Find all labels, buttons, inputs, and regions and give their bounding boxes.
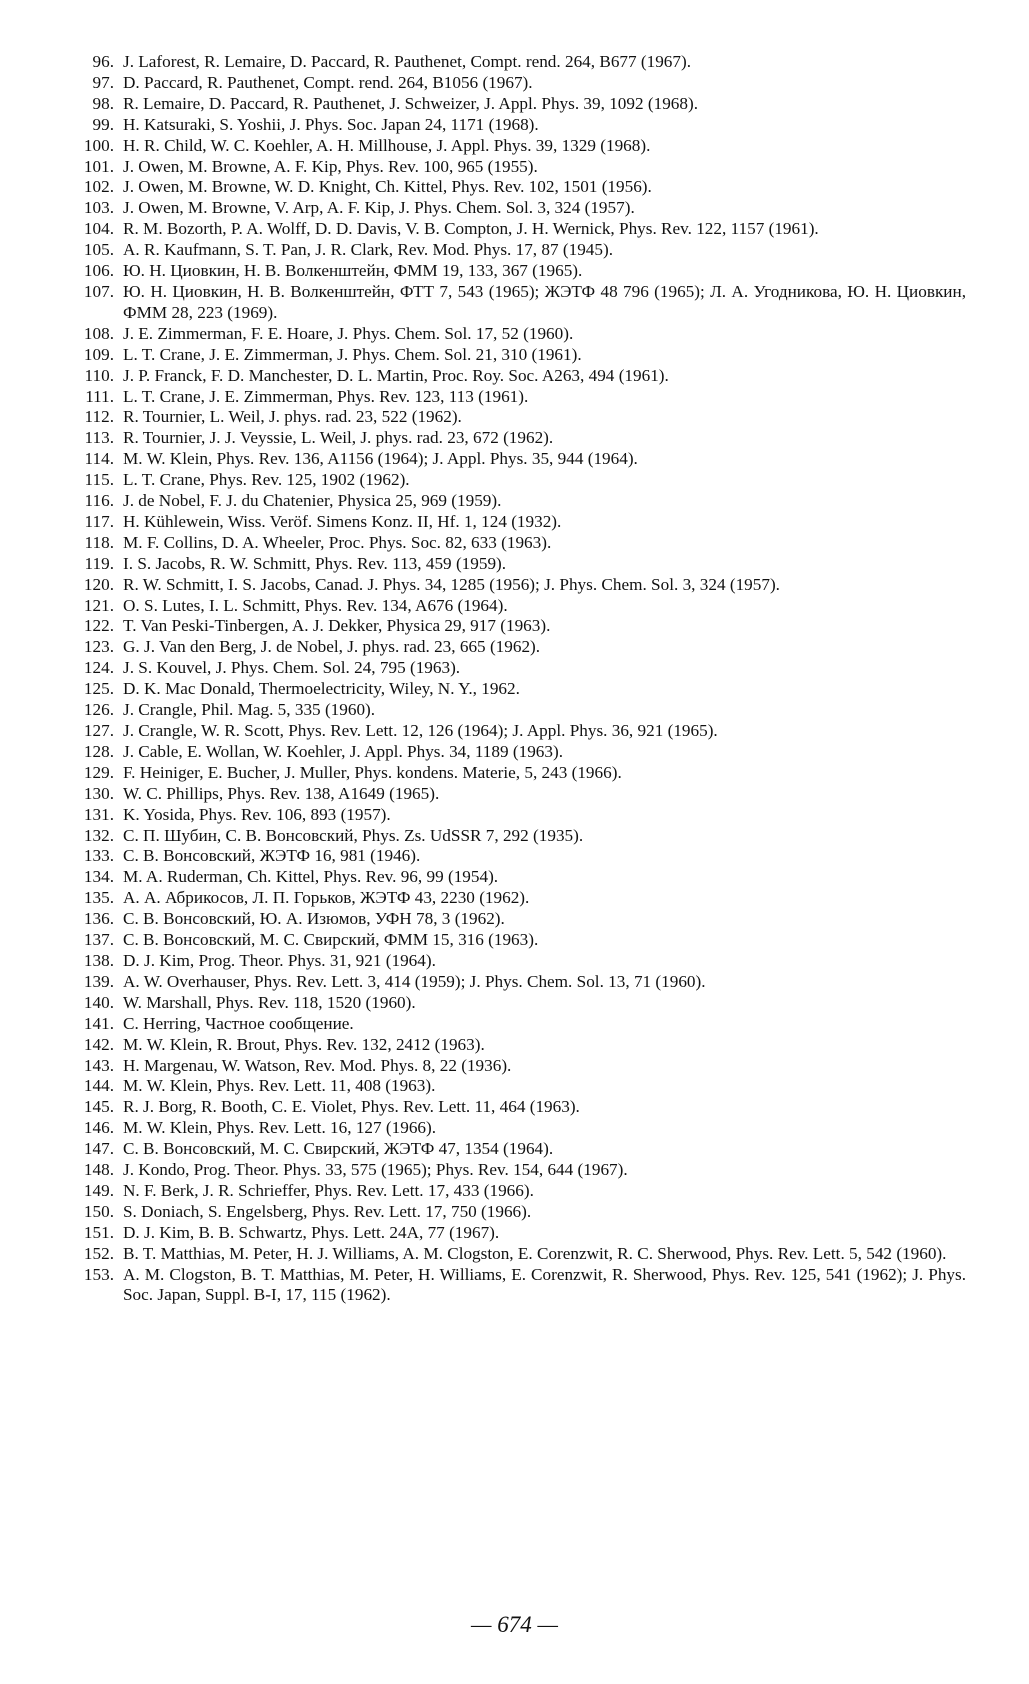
reference-text: С. В. Вонсовский, М. С. Свирский, ФММ 15, 316 (1963). [123,930,539,950]
reference-number: 116. [84,491,114,511]
reference-number: 110. [84,365,114,385]
reference-text: J. Owen, M. Browne, A. F. Kip, Phys. Rev. 100, 965 (1955). [123,156,538,176]
reference-text: O. S. Lutes, I. L. Schmitt, Phys. Rev. 134, A676 (1964). [123,595,508,615]
reference-text: Ю. Н. Циовкин, Н. В. Волкенштейн, ФММ 19, 133, 367 (1965). [123,261,583,281]
reference-text: J. Owen, M. Browne, W. D. Knight, Ch. Kittel, Phys. Rev. 102, 1501 (1956). [123,177,652,197]
reference-number: 146. [83,1118,114,1138]
reference-number: 132. [83,825,114,845]
reference-number: 96. [92,52,114,71]
reference-item [56,1181,966,1202]
reference-number: 126. [83,700,114,720]
reference-number: 108. [83,323,114,343]
reference-item [56,366,966,387]
reference-item [56,846,966,867]
reference-item [56,637,966,658]
reference-text: M. W. Klein, Phys. Rev. Lett. 11, 408 (1963). [123,1076,436,1096]
reference-text: A. M. Clogston, B. T. Matthias, M. Peter, H. Williams, E. Corenzwit, R. Sherwood, Phys. Rev. 125, 541 (1962); J. Phys. Soc. Japan, Suppl. B-I, 17, 115 (1962). [123,1264,966,1305]
reference-number: 120. [83,574,114,594]
reference-item [56,198,966,219]
reference-text: B. T. Matthias, M. Peter, H. J. Williams, A. M. Clogston, E. Corenzwit, R. C. Sherwood, Phys. Rev. Lett. 5, 542 (1960). [123,1243,947,1263]
reference-text: A. W. Overhauser, Phys. Rev. Lett. 3, 414 (1959); J. Phys. Chem. Sol. 13, 71 (1960). [123,971,706,991]
reference-item [56,1244,966,1265]
reference-number: 129. [83,762,114,782]
reference-item [56,512,966,533]
reference-text: H. Katsuraki, S. Yoshii, J. Phys. Soc. Japan 24, 1171 (1968). [123,114,539,134]
reference-number: 118. [84,532,114,552]
reference-text: C. Herring, Частное сообщение. [123,1013,354,1033]
reference-text: M. W. Klein, Phys. Rev. 136, A1156 (1964); J. Appl. Phys. 35, 944 (1964). [123,449,638,469]
reference-text: J. de Nobel, F. J. du Chatenier, Physica 25, 969 (1959). [123,491,502,511]
reference-item [56,219,966,240]
reference-number: 125. [83,679,114,699]
reference-number: 97. [92,72,114,92]
reference-item [56,261,966,282]
reference-item [56,1202,966,1223]
reference-text: L. T. Crane, J. E. Zimmerman, Phys. Rev. 123, 113 (1961). [123,386,529,406]
reference-number: 139. [83,971,114,991]
reference-item [56,491,966,512]
reference-text: D. K. Mac Donald, Thermoelectricity, Wiley, N. Y., 1962. [123,679,520,699]
reference-item [56,554,966,575]
reference-text: H. Margenau, W. Watson, Rev. Mod. Phys. 8, 22 (1936). [123,1055,512,1075]
reference-text: J. Kondo, Prog. Theor. Phys. 33, 575 (1965); Phys. Rev. 154, 644 (1967). [123,1160,628,1180]
reference-text: A. R. Kaufmann, S. T. Pan, J. R. Clark, Rev. Mod. Phys. 17, 87 (1945). [123,240,613,260]
reference-item [56,177,966,198]
reference-item [56,1139,966,1160]
reference-text: J. E. Zimmerman, F. E. Hoare, J. Phys. Chem. Sol. 17, 52 (1960). [123,323,574,343]
reference-number: 148. [83,1160,114,1180]
reference-item [56,575,966,596]
reference-item [56,1097,966,1118]
reference-text: J. S. Kouvel, J. Phys. Chem. Sol. 24, 795 (1963). [123,658,461,678]
reference-item [56,407,966,428]
reference-text: L. T. Crane, Phys. Rev. 125, 1902 (1962). [123,470,410,490]
reference-number: 102. [83,177,114,197]
reference-number: 123. [83,637,114,657]
reference-text: S. Doniach, S. Engelsberg, Phys. Rev. Lett. 17, 750 (1966). [123,1201,532,1221]
reference-number: 134. [83,867,114,887]
reference-number: 122. [83,616,114,636]
reference-text: J. P. Franck, F. D. Manchester, D. L. Martin, Proc. Roy. Soc. A263, 494 (1961). [123,365,669,385]
reference-number: 121. [83,595,114,615]
reference-number: 142. [83,1034,114,1054]
reference-item [56,888,966,909]
reference-item [56,1076,966,1097]
reference-number: 101. [83,156,114,176]
reference-item [56,867,966,888]
reference-text: С. П. Шубин, С. В. Вонсовский, Phys. Zs. UdSSR 7, 292 (1935). [123,825,584,845]
reference-text: W. Marshall, Phys. Rev. 118, 1520 (1960). [123,992,416,1012]
reference-text: L. T. Crane, J. E. Zimmerman, J. Phys. Chem. Sol. 21, 310 (1961). [123,344,582,364]
reference-number: 105. [83,240,114,260]
reference-text: R. Lemaire, D. Paccard, R. Pauthenet, J. Schweizer, J. Appl. Phys. 39, 1092 (1968). [123,93,698,113]
reference-text: J. Crangle, W. R. Scott, Phys. Rev. Lett. 12, 126 (1964); J. Appl. Phys. 36, 921 (1965). [123,721,718,740]
reference-text: J. Cable, E. Wollan, W. Koehler, J. Appl. Phys. 34, 1189 (1963). [123,741,564,761]
reference-number: 106. [83,261,114,281]
reference-text: M. A. Ruderman, Ch. Kittel, Phys. Rev. 96, 99 (1954). [123,867,499,887]
reference-text: H. Kühlewein, Wiss. Veröf. Simens Konz. II, Hf. 1, 124 (1932). [123,511,562,531]
reference-text: H. R. Child, W. C. Koehler, A. H. Millhouse, J. Appl. Phys. 39, 1329 (1968). [123,135,651,155]
reference-item [56,909,966,930]
reference-text: D. J. Kim, Prog. Theor. Phys. 31, 921 (1964). [123,950,436,970]
reference-number: 143. [83,1055,114,1075]
reference-text: А. А. Абрикосов, Л. П. Горьков, ЖЭТФ 43, 2230 (1962). [123,888,530,908]
reference-item [56,73,966,94]
page-number: — 674 — [471,1612,558,1637]
reference-text: R. J. Borg, R. Booth, C. E. Violet, Phys. Rev. Lett. 11, 464 (1963). [123,1097,580,1117]
reference-number: 112. [84,407,114,427]
reference-item [56,763,966,784]
reference-item [56,240,966,261]
reference-item [56,387,966,408]
reference-text: W. C. Phillips, Phys. Rev. 138, A1649 (1965). [123,783,440,803]
reference-number: 150. [83,1201,114,1221]
reference-text: С. В. Вонсовский, ЖЭТФ 16, 981 (1946). [123,846,421,866]
reference-number: 114. [84,449,114,469]
reference-number: 141. [83,1013,114,1033]
reference-text: R. W. Schmitt, I. S. Jacobs, Canad. J. Phys. 34, 1285 (1956); J. Phys. Chem. Sol. 3, 324 (1957). [123,574,780,594]
reference-number: 104. [83,219,114,239]
reference-text: Ю. Н. Циовкин, Н. В. Волкенштейн, ФТТ 7, 543 (1965); ЖЭТФ 48 796 (1965); Л. А. Угодникова, Ю. Н. Циовкин, ФММ 28, 223 (1969). [123,281,966,322]
reference-number: 113. [84,428,114,448]
reference-item [56,115,966,136]
reference-text: D. J. Kim, B. B. Schwartz, Phys. Lett. 24A, 77 (1967). [123,1222,500,1242]
reference-item [56,136,966,157]
reference-item [56,805,966,826]
reference-item [56,282,966,324]
reference-number: 127. [83,721,114,740]
reference-text: R. Tournier, L. Weil, J. phys. rad. 23, 522 (1962). [123,407,462,427]
reference-number: 151. [83,1222,114,1242]
reference-number: 137. [83,930,114,950]
reference-number: 144. [83,1076,114,1096]
reference-number: 147. [83,1139,114,1159]
reference-number: 99. [92,114,114,134]
reference-text: N. F. Berk, J. R. Schrieffer, Phys. Rev. Lett. 17, 433 (1966). [123,1180,534,1200]
reference-number: 152. [83,1243,114,1263]
reference-item [56,324,966,345]
reference-list [56,52,966,1306]
reference-item [56,784,966,805]
reference-number: 124. [83,658,114,678]
reference-number: 98. [92,93,114,113]
reference-text: J. Crangle, Phil. Mag. 5, 335 (1960). [123,700,376,720]
reference-item [56,826,966,847]
reference-number: 107. [83,281,114,301]
reference-text: M. W. Klein, Phys. Rev. Lett. 16, 127 (1966). [123,1118,437,1138]
reference-text: K. Yosida, Phys. Rev. 106, 893 (1957). [123,804,391,824]
reference-text: С. В. Вонсовский, Ю. А. Изюмов, УФН 78, 3 (1962). [123,909,505,929]
reference-item [56,742,966,763]
reference-text: I. S. Jacobs, R. W. Schmitt, Phys. Rev. 113, 459 (1959). [123,553,507,573]
reference-item [56,616,966,637]
reference-item [56,1265,966,1307]
reference-number: 128. [83,741,114,761]
reference-item [56,1035,966,1056]
reference-item [56,1118,966,1139]
reference-number: 138. [83,950,114,970]
reference-number: 153. [83,1264,114,1284]
reference-item [56,930,966,951]
reference-text: M. W. Klein, R. Brout, Phys. Rev. 132, 2412 (1963). [123,1034,485,1054]
reference-number: 149. [83,1180,114,1200]
reference-number: 140. [83,992,114,1012]
reference-number: 145. [83,1097,114,1117]
reference-item [56,533,966,554]
reference-item [56,1160,966,1181]
reference-item [56,449,966,470]
reference-number: 100. [83,135,114,155]
reference-text: G. J. Van den Berg, J. de Nobel, J. phys. rad. 23, 665 (1962). [123,637,541,657]
reference-item [56,1056,966,1077]
reference-text: С. В. Вонсовский, М. С. Свирский, ЖЭТФ 47, 1354 (1964). [123,1139,554,1159]
reference-item [56,52,966,73]
reference-number: 130. [83,783,114,803]
reference-number: 136. [83,909,114,929]
reference-number: 109. [83,344,114,364]
reference-item [56,345,966,366]
reference-text: R. M. Bozorth, P. A. Wolff, D. D. Davis, V. B. Compton, J. H. Wernick, Phys. Rev. 122, 1157 (1961). [123,219,819,239]
reference-item [56,157,966,178]
reference-item [56,470,966,491]
reference-number: 133. [83,846,114,866]
reference-item [56,972,966,993]
reference-number: 135. [83,888,114,908]
reference-item [56,596,966,617]
reference-text: J. Owen, M. Browne, V. Arp, A. F. Kip, J. Phys. Chem. Sol. 3, 324 (1957). [123,198,635,218]
reference-number: 115. [84,470,114,490]
reference-number: 111. [85,386,114,406]
reference-text: D. Paccard, R. Pauthenet, Compt. rend. 264, B1056 (1967). [123,72,533,92]
reference-item [56,700,966,721]
reference-text: T. Van Peski-Tinbergen, A. J. Dekker, Physica 29, 917 (1963). [123,616,551,636]
reference-item [56,951,966,972]
reference-item [56,658,966,679]
reference-number: 117. [84,511,114,531]
reference-text: J. Laforest, R. Lemaire, D. Paccard, R. Pauthenet, Compt. rend. 264, B677 (1967). [123,52,692,71]
reference-text: R. Tournier, J. J. Veyssie, L. Weil, J. phys. rad. 23, 672 (1962). [123,428,554,448]
reference-number: 119. [84,553,114,573]
reference-item [56,721,966,742]
reference-item [56,1014,966,1035]
reference-number: 103. [83,198,114,218]
reference-text: F. Heiniger, E. Bucher, J. Muller, Phys. kondens. Materie, 5, 243 (1966). [123,762,622,782]
reference-item [56,679,966,700]
reference-item [56,428,966,449]
reference-item [56,94,966,115]
reference-number: 131. [83,804,114,824]
reference-item [56,993,966,1014]
reference-text: M. F. Collins, D. A. Wheeler, Proc. Phys. Soc. 82, 633 (1963). [123,532,552,552]
reference-item [56,1223,966,1244]
